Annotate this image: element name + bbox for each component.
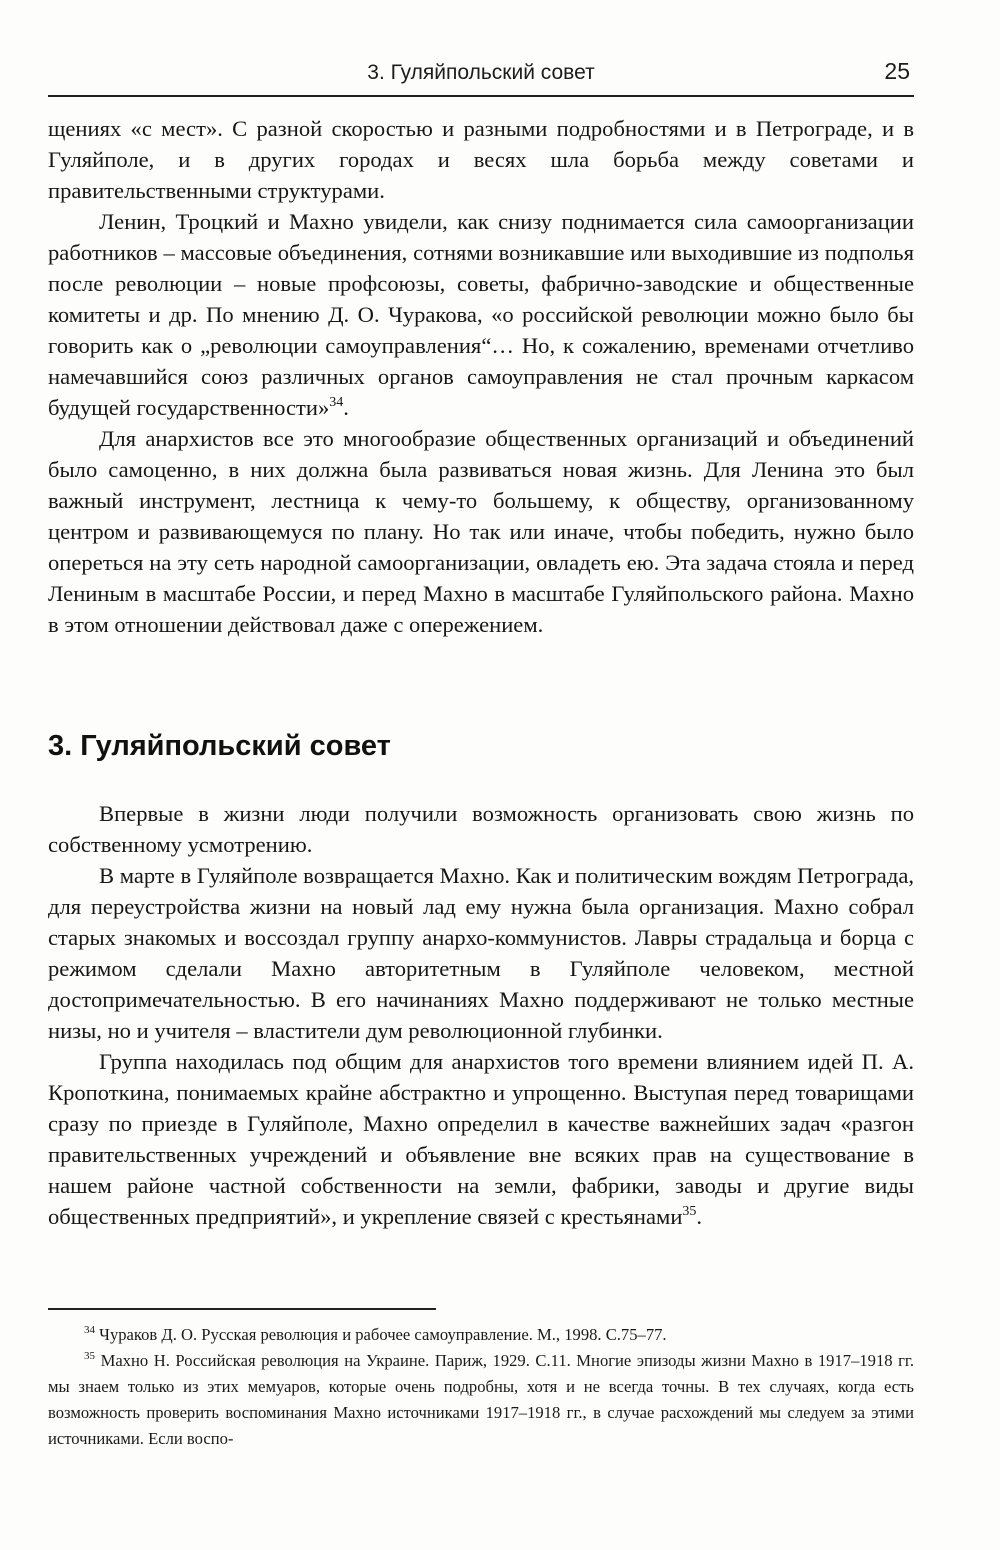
page-number: 25 [884, 58, 910, 84]
footnote-ref: 35 [682, 1204, 697, 1219]
body-text-before-heading [48, 113, 914, 640]
footnote-number: 34 [84, 1324, 95, 1336]
footnote [48, 1348, 914, 1452]
paragraph: Впервые в жизни люди получили возможность организовать свою жизнь по собственному усмотрению. [48, 801, 914, 857]
running-head [48, 58, 914, 88]
footnotes [48, 1322, 914, 1452]
running-head-title: 3. Гуляйпольский совет [367, 61, 595, 84]
paragraph: В марте в Гуляйполе возвращается Махно. Как и политическим вождям Петрограда, для переустройства жизни на новый лад ему нужна была организация. Махно собрал старых знакомых и воссоздал группу анархо-коммунистов. Лавры страдальца и борца с режимом сделали Махно авторитетным в Гуляйполе человеком, местной достопримечательностью. В его начинаниях Махно поддерживают не только местные низы, но и учителя – властители дум революционной глубинки. [48, 863, 914, 1043]
header-rule [48, 95, 914, 97]
body-text-after-heading [48, 798, 914, 1232]
footnote-ref: 34 [329, 395, 344, 410]
footnote-number: 35 [84, 1350, 95, 1362]
footnote-rule [48, 1308, 436, 1310]
paragraph: Ленин, Троцкий и Махно увидели, как снизу поднимается сила самоорганизации работников – массовые объединения, сотнями возникавшие или выходившие из подполья после революции – новые профсоюзы, советы, фабрично-заводские и общественные комитеты и др. По мнению Д. О. Чуракова, «о российской революции можно было бы говорить как о „революции самоуправления“… Но, к сожалению, временами отчетливо намечавшийся союз различных органов самоуправления не стал прочным каркасом будущей государственности»$^{34}$. [48, 209, 914, 420]
footnote [48, 1322, 914, 1348]
section-heading: 3. Гуляйпольский совет [48, 730, 391, 762]
paragraph: Группа находилась под общим для анархистов того времени влиянием идей П. А. Кропоткина, понимаемых крайне абстрактно и упрощенно. Выступая перед товарищами сразу по приезде в Гуляйполе, Махно определил в качестве важнейших задач «разгон правительственных учреждений и объявление вне всяких прав на существование в нашем районе частной собственности на земли, фабрики, заводы и другие виды общественных предприятий», и укрепление связей с крестьянами$^{35}$. [48, 1049, 914, 1229]
paragraph: щениях «с мест». С разной скоростью и разными подробностями и в Петрограде, и в Гуляйполе, и в других городах и весях шла борьба между советами и правительственными структурами. [48, 116, 914, 203]
footnote-text: Чураков Д. О. Русская революция и рабочее самоуправление. М., 1998. С.75–77. [99, 1325, 667, 1344]
footnote-text: Махно Н. Российская революция на Украине. Париж, 1929. С.11. Многие эпизоды жизни Махно в 1917–1918 гг. мы знаем только из этих мемуаров, которые очень подробны, хотя и не всегда точны. В тех случаях, когда есть возможность проверить воспоминания Махно источниками 1917–1918 гг., в случае расхождений мы следуем за этими источниками. Если воспо- [48, 1351, 914, 1448]
paragraph: Для анархистов все это многообразие общественных организаций и объединений было самоценно, в них должна была развиваться новая жизнь. Для Ленина это был важный инструмент, лестница к чему-то большему, к обществу, организованному центром и развивающемуся по плану. Но так или иначе, чтобы победить, нужно было опереться на эту сеть народной самоорганизации, овладеть ею. Эта задача стояла и перед Лениным в масштабе России, и перед Махно в масштабе Гуляйпольского района. Махно в этом отношении действовал даже с опережением. [48, 426, 914, 637]
